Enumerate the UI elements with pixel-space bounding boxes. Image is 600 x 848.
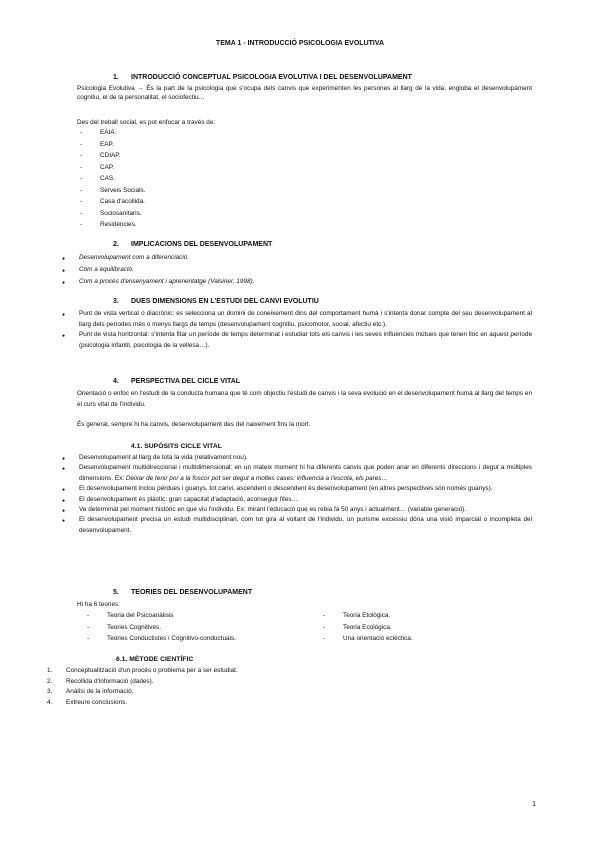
- list-item: 2. Recollida d'informació (dades).: [47, 677, 154, 685]
- section-3-list: [62, 309, 532, 351]
- list-item: ● Ve determinat pel moment històric en que viu l'individu. Ex: mirant l'educació que es rebia fa 50 anys i actualment… (variable generació).: [62, 505, 532, 515]
- section-5-number: 5.: [113, 589, 119, 596]
- section-6-1-list: [47, 666, 447, 708]
- list-item: ● Com a equilibració.: [62, 264, 532, 276]
- section-2-list: [62, 252, 532, 288]
- page-number: 1: [532, 801, 536, 808]
- section-1-list: [80, 127, 380, 231]
- list-item: ● Punt de vista horitzontal: s'intenta fitar un període de temps determinat i estudiar tots els canvis i les seves influències mútues que tenen lloc en aquest període (psicologia infantil, psicologia de la vellesa…).: [62, 330, 532, 351]
- section-1-heading: [113, 73, 412, 83]
- section-2-title: IMPLICACIONS DEL DESENVOLUPAMENT: [131, 241, 273, 248]
- section-2-number: 2.: [113, 241, 119, 248]
- list-item: ● El desenvolupament inclou pèrdues i guanys, tot canvi, ascendent o descendent és desenvolupament (en altres perspectives són només guanys).: [62, 484, 532, 494]
- list-item: - Una orientació eclèctica.: [323, 633, 503, 645]
- section-1-intro: Des del treball social, es pot enfocar a través de:: [77, 119, 216, 126]
- theories-left: [87, 610, 323, 645]
- list-item: - EAP.: [80, 139, 380, 151]
- list-item: - Teories Cognitives.: [87, 622, 323, 634]
- list-item: 1. Conceptualització d'un procés o problema per a ser estudiat.: [47, 667, 238, 674]
- list-item: - Teoria del Psicoanàlisis: [87, 610, 323, 622]
- section-5-heading: [113, 588, 252, 598]
- section-1-title: INTRODUCCIÓ CONCEPTUAL PSICOLOGIA EVOLUTIVA I DEL DESENVOLUPAMENT: [131, 74, 412, 81]
- section-1-paragraph: Psicologia Evolutiva → És la part de la psicologia que s'ocupa dels canvis que experimenten les persones al llarg de la vida, engloba el desenvolupament cognitiu, el de la personalitat, el sociofectiu…: [77, 85, 532, 102]
- section-5-title: TEORIES DEL DESENVOLUPAMENT: [131, 589, 253, 596]
- list-item: ● Desenvolupament com a diferenciació.: [62, 252, 532, 264]
- section-4-title: PERSPECTIVA DEL CICLE VITAL: [131, 378, 241, 385]
- list-item: - Residències.: [80, 219, 380, 231]
- section-4-heading: [113, 377, 240, 387]
- list-item: ● Desenvolupament multidireccional i multidimensional: en un mateix moment hi ha diferents canvis que poden anar en diferents direccions i degut a múltiples dimensions. Ex: Deixar de tenir por a la foscor pot ser degut a moltes cases: influencia a l'escola, els pares…: [62, 463, 532, 484]
- list-item: - Sociosanitaris.: [80, 208, 380, 220]
- list-item: - Teories Conductistes i Cognitivo-conductuals.: [87, 633, 323, 645]
- list-item: - Serveis Socials.: [80, 185, 380, 197]
- list-item: - Teoria Etològica.: [323, 610, 503, 622]
- section-4-number: 4.: [113, 378, 119, 385]
- section-3-heading: [113, 297, 319, 307]
- list-item: - Teoria Ecològica.: [323, 622, 503, 634]
- list-item: - CAS.: [80, 173, 380, 185]
- list-item: - CDIAP.: [80, 150, 380, 162]
- list-item: - CAP.: [80, 162, 380, 174]
- list-item: ● Desenvolupament al llarg de tota la vida (relativament nou).: [62, 453, 532, 463]
- section-3-title: DUES DIMENSIONS EN L'ESTUDI DEL CANVI EVOLUTIU: [131, 298, 319, 305]
- list-item: 3. Anàlisi de la informació.: [47, 688, 134, 695]
- section-5-intro: Hi ha 6 teories:: [77, 601, 120, 608]
- section-4-1-heading: 4.1. SUPÒSITS CICLE VITAL: [131, 443, 222, 450]
- section-4-note: És general, sempre hi ha canvis, desenvolupament des del naixement fins la mort.: [77, 421, 311, 428]
- section-6-1-heading: 6.1. MÈTODE CIENTÍFIC: [116, 656, 194, 663]
- section-1-number: 1.: [113, 74, 119, 81]
- list-item: 4. Extreure conclusions.: [47, 698, 128, 706]
- theories-columns: [87, 610, 507, 645]
- theories-right: [323, 610, 503, 645]
- list-item: ● El desenvolupament és plàstic: gran capacitat d'adaptació, aconseguir fites…: [62, 495, 532, 505]
- list-item: - Casa d'acollida.: [80, 196, 380, 208]
- list-item: - EAIA.: [80, 127, 380, 139]
- section-2-heading: [113, 240, 272, 250]
- list-item: ● Punt de vista vertical o diacrònic: es selecciona un domini de coneixement dins del comportament humà i s'intenta donar compte del seu desenvolupament al llarg dels períodes més o menys llargs de temps (desenvolupament cognitiu, psicomotor, social, afectiu etc.).: [62, 309, 532, 330]
- list-item: ● Com a procés d'ensenyament i aprenentatge (Valsiner, 1998).: [62, 276, 532, 288]
- page-title: TEMA 1 - INTRODUCCIÓ PSICOLOGIA EVOLUTIVA: [215, 40, 385, 47]
- section-4-1-list: [62, 453, 532, 536]
- section-4-paragraph: Orientació o enfoc en l'estudi de la conducta humana que té com objectiu l'estudi de canvis i la seva evolució en el desenvolupament humà al llarg del temps en el curs vital de l'individu.: [77, 390, 532, 408]
- list-item: ● El desenvolupament precisa un estudi multidisciplinari, com tot gira al voltant de l'individu, un purisme excessiu dóna una visió imparcial o incompleta del desenvolupament.: [62, 515, 532, 536]
- section-3-number: 3.: [113, 298, 119, 305]
